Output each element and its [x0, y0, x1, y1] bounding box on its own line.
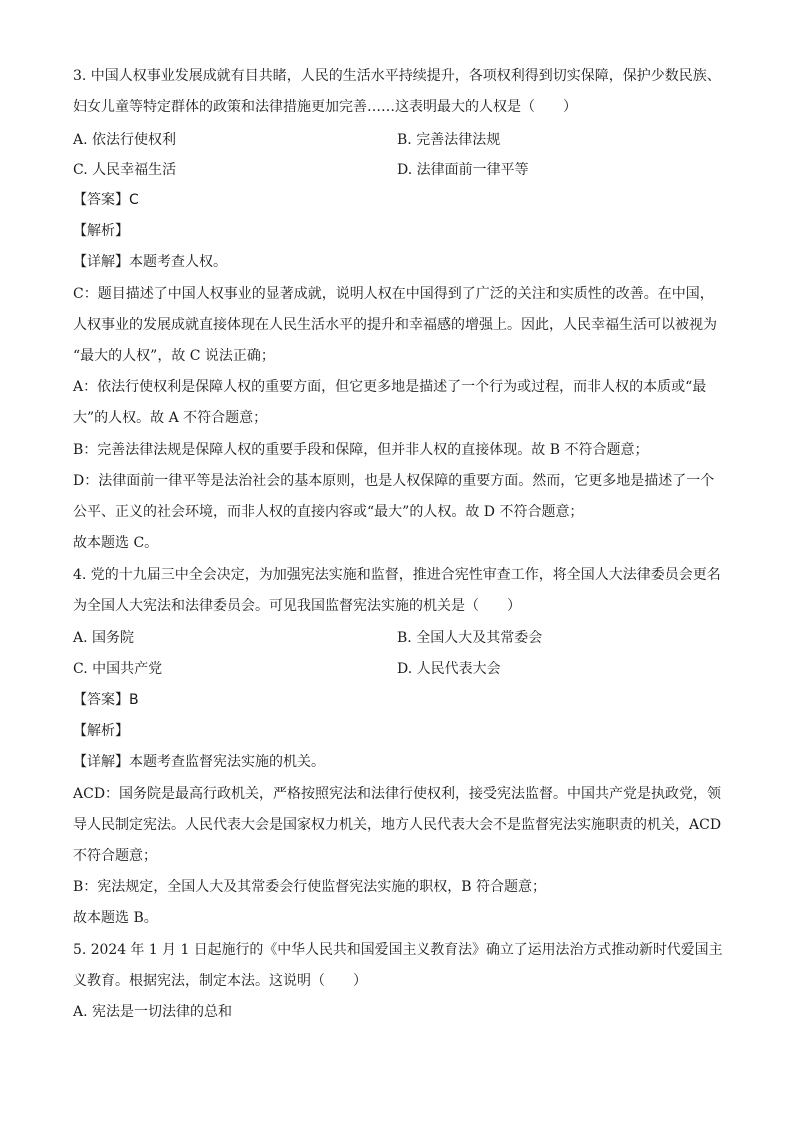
q3-explanation-line: 公平、正义的社会环境，而非人权的直接内容或“最大”的人权。故 D 不符合题意；: [73, 504, 584, 520]
q4-conclusion: 故本题选 B。: [73, 910, 158, 926]
q5-stem-line-2: 义教育。根据宪法，制定本法。这说明（ ）: [73, 973, 367, 989]
q4-explanation-line: 不符合题意；: [73, 848, 157, 864]
q4-option-c: C. 中国共产党: [73, 661, 163, 677]
q3-explanation-line: C：题目描述了中国人权事业的显著成就，说明人权在中国得到了广泛的关注和实质性的改善。在中国，: [73, 286, 714, 302]
q3-answer: 【答案】C: [73, 192, 139, 208]
q3-analysis-heading: 【解析】: [73, 223, 129, 239]
q4-option-b: B. 全国人大及其常委会: [397, 630, 543, 646]
q3-explanation-line: A：依法行使权利是保障人权的重要方面，但它更多地是描述了一个行为或过程，而非人权的本质或“最: [73, 379, 707, 395]
q3-explanation-line: B：完善法律法规是保障人权的重要手段和保障，但并非人权的直接体现。故 B 不符合题意；: [73, 442, 649, 458]
q3-detail: 【详解】本题考查人权。: [73, 254, 227, 270]
q4-explanation-line: ACD：国务院是最高行政机关，严格按照宪法和法律行使权利，接受宪法监督。中国共产党是执政党，领: [73, 786, 722, 802]
q4-stem-line-1: 4. 党的十九届三中全会决定，为加强宪法实施和监督，推进合宪性审查工作，将全国人大法律委员会更名: [73, 567, 721, 583]
q3-option-d: D. 法律面前一律平等: [397, 162, 529, 178]
q3-option-c: C. 人民幸福生活: [73, 162, 177, 178]
q3-explanation-line: 人权事业的发展成就直接体现在人民生活水平的提升和幸福感的增强上。因此，人民幸福生活可以被视为: [73, 317, 717, 333]
q4-option-d: D. 人民代表大会: [397, 661, 501, 677]
q4-detail: 【详解】本题考查监督宪法实施的机关。: [73, 754, 325, 770]
q4-analysis-heading: 【解析】: [73, 723, 129, 739]
q4-option-a: A. 国务院: [73, 630, 135, 646]
q3-option-b: B. 完善法律法规: [397, 132, 501, 148]
q5-option-a: A. 宪法是一切法律的总和: [73, 1004, 233, 1020]
q3-conclusion: 故本题选 C。: [73, 535, 159, 551]
q3-explanation-line: “最大的人权”，故 C 说法正确；: [73, 348, 275, 364]
q3-explanation-line: D：法律面前一律平等是法治社会的基本原则，也是人权保障的重要方面。然而，它更多地是描述了一个: [73, 473, 715, 489]
q4-answer: 【答案】B: [73, 692, 139, 708]
q4-explanation-line: B：宪法规定，全国人大及其常委会行使监督宪法实施的职权，B 符合题意；: [73, 879, 547, 895]
q5-stem-line-1: 5. 2024 年 1 月 1 日起施行的《中华人民共和国爱国主义教育法》确立了运用法治方式推动新时代爱国主: [73, 942, 723, 958]
q3-option-a: A. 依法行使权利: [73, 132, 177, 148]
q4-stem-line-2: 为全国人大宪法和法律委员会。可见我国监督宪法实施的机关是（ ）: [73, 598, 521, 614]
q3-explanation-line: 大”的人权。故 A 不符合题意；: [73, 410, 268, 426]
q3-stem-line-2: 妇女儿童等特定群体的政策和法律措施更加完善……这表明最大的人权是（ ）: [73, 99, 577, 115]
q3-stem-line-1: 3. 中国人权事业发展成就有目共睹，人民的生活水平持续提升，各项权利得到切实保障，保护少数民族、: [73, 68, 721, 84]
q4-explanation-line: 导人民制定宪法。人民代表大会是国家权力机关，地方人民代表大会不是监督宪法实施职责的机关，ACD: [73, 817, 722, 833]
